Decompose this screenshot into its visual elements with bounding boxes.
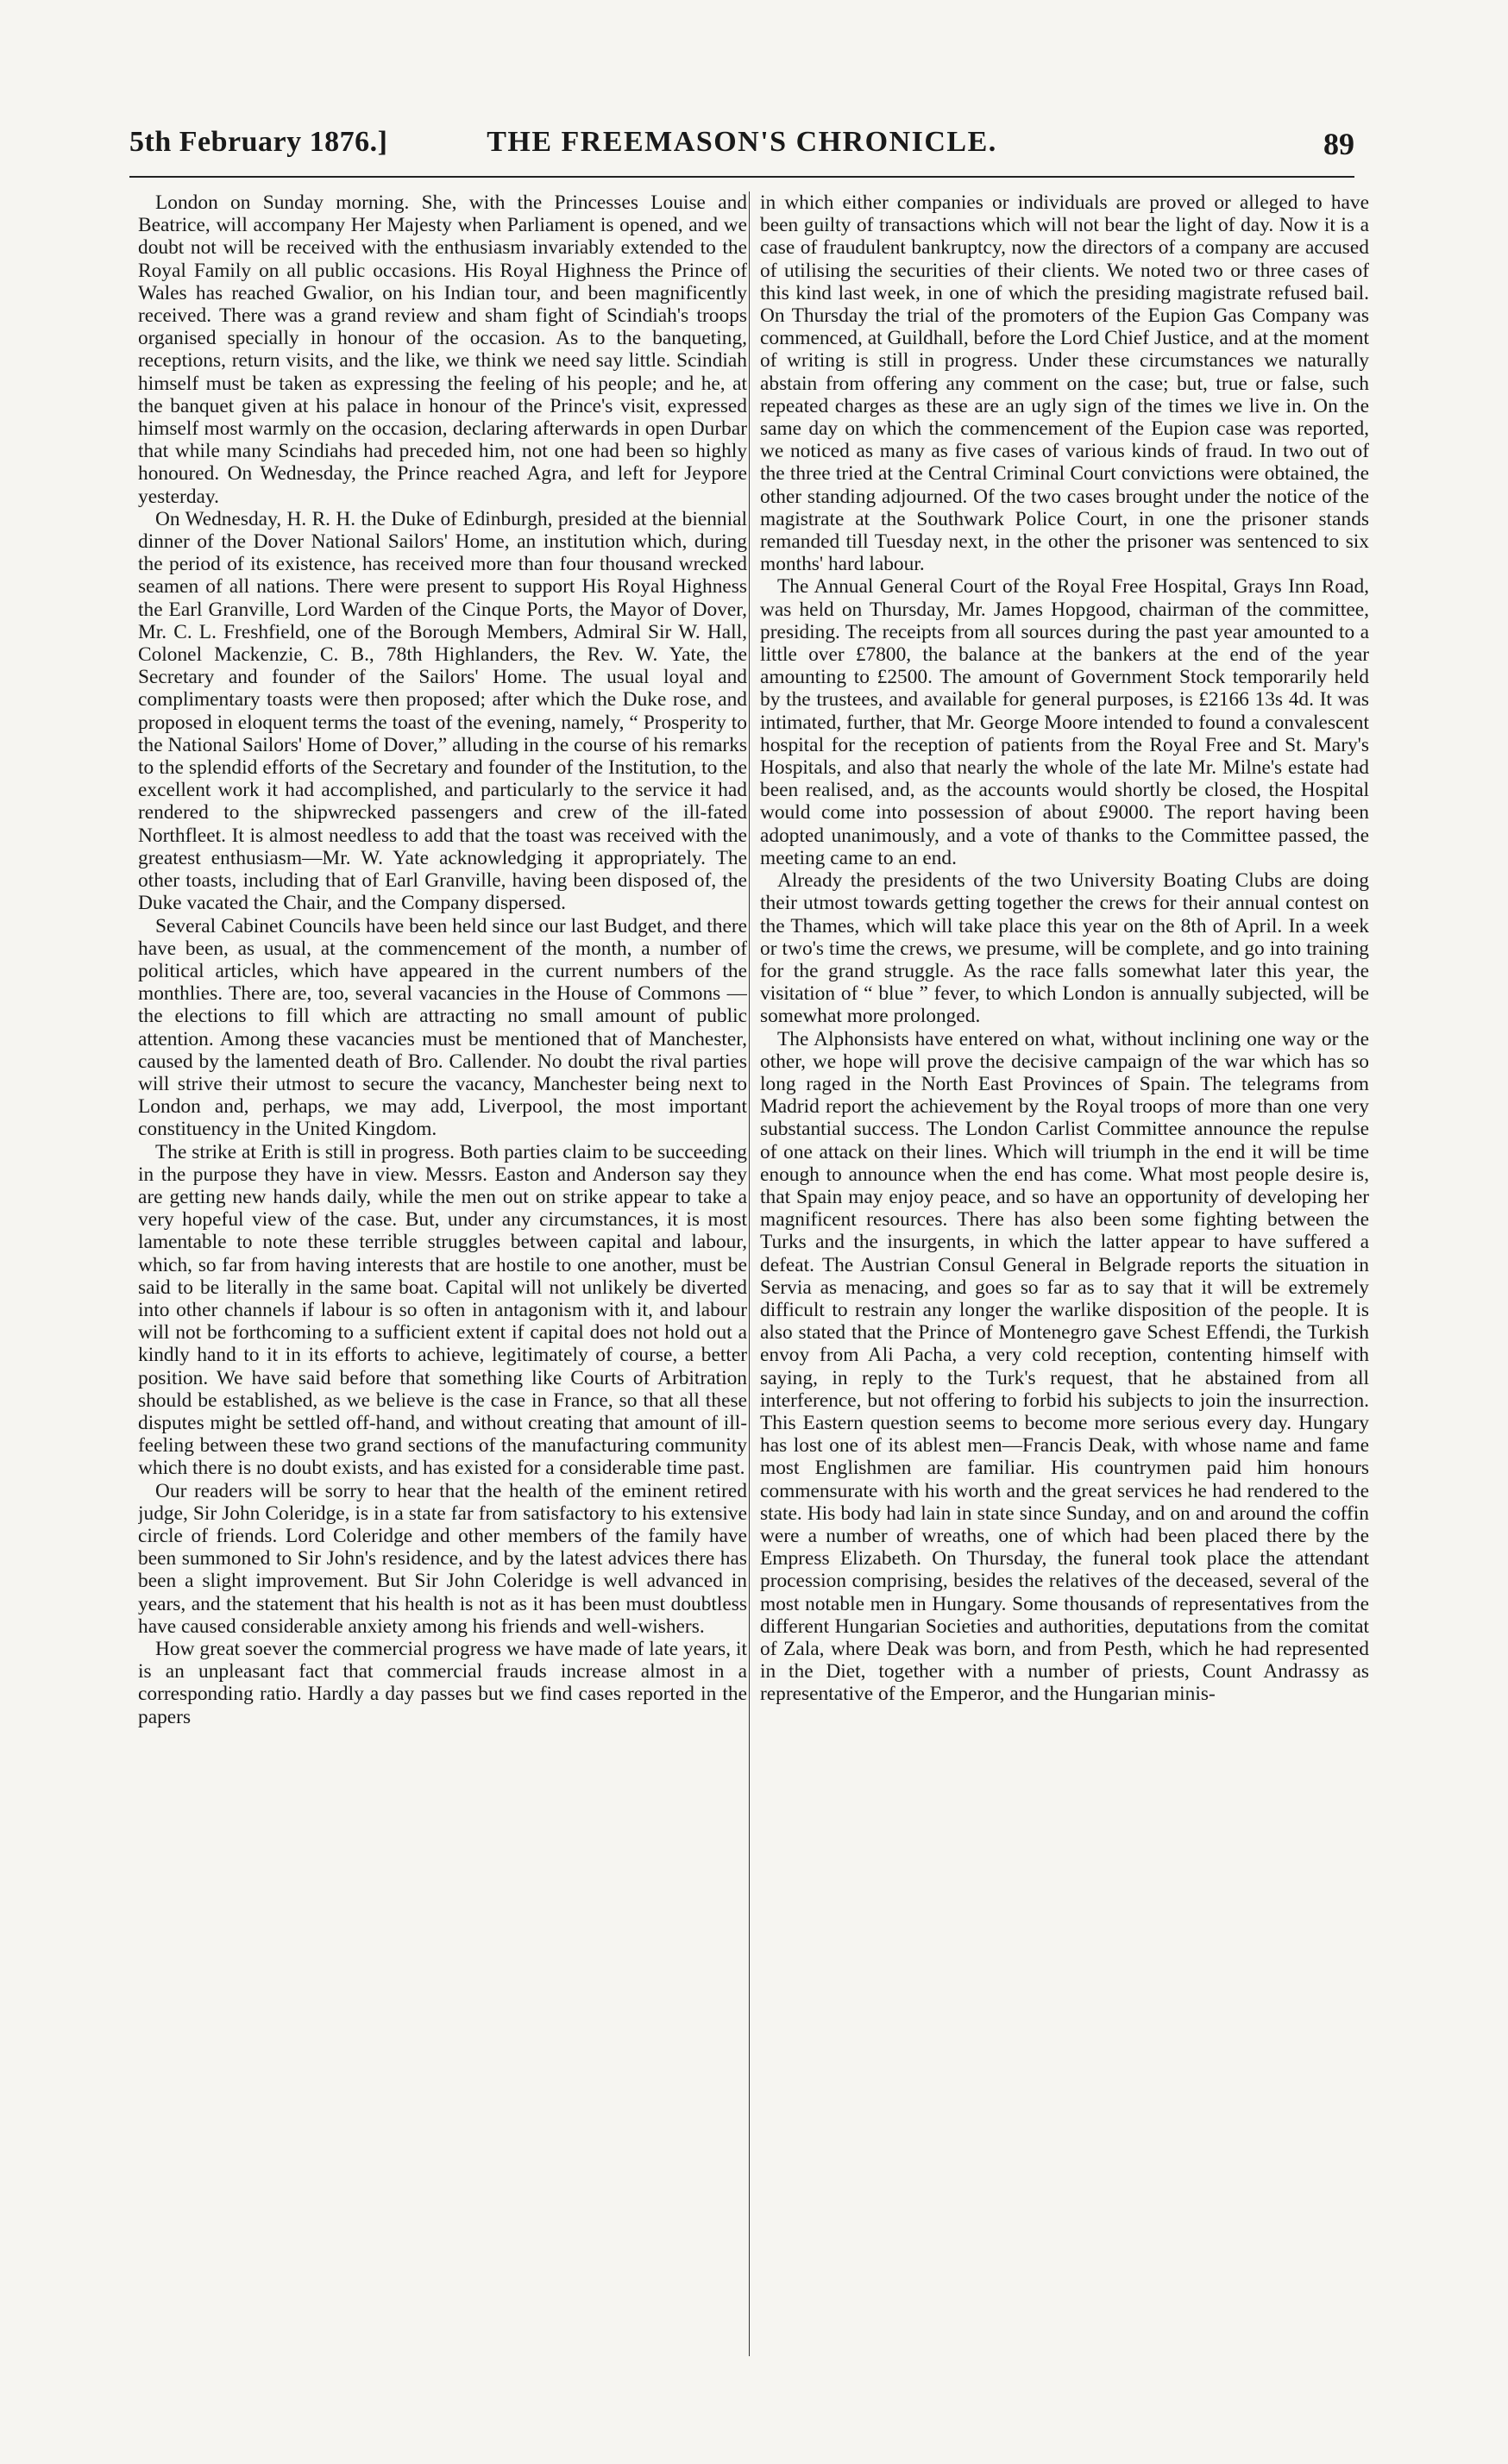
- article-paragraph: How great soever the commercial progress we have made of late years, it is an unpleasant fact that commercial frauds increase almost in a corresponding ratio. Hardly a day passes but we find cases reported in the papers: [138, 1638, 747, 1728]
- page-number: 89: [1323, 127, 1354, 161]
- article-paragraph: Several Cabinet Councils have been held since our last Budget, and there have been, as usual, at the commencement of the month, a number of political articles, which have appeared in the current numbers of the monthlies. There are, too, several vacancies in the House of Commons —the elections to fill which are attracting no small amount of public attention. Among these vacancies must be mentioned that of Manchester, caused by the lamented death of Bro. Callender. No doubt the rival parties will strive their utmost to secure the vacancy, Manchester being next to London and, perhaps, we may add, Liverpool, the most important constituency in the United Kingdom.: [138, 914, 747, 1141]
- article-paragraph: The Annual General Court of the Royal Free Hospital, Grays Inn Road, was held on Thursday, Mr. James Hopgood, chairman of the committee, presiding. The receipts from all sources during the past year amounted to a little over £7800, the balance at the bankers at the end of the year amounting to £2500. The amount of Government Stock temporarily held by the trustees, and available for general purposes, is £2166 13s 4d. It was intimated, further, that Mr. George Moore intended to found a convalescent hospital for the reception of patients from the Royal Free and St. Mary's Hospitals, and also that nearly the whole of the late Mr. Milne's estate had been realised, and, as the accounts would shortly be closed, the Hospital would come into possession of about £9000. The report having been adopted unanimously, and a vote of thanks to the Committee passed, the meeting came to an end.: [760, 575, 1369, 869]
- left-column: [138, 191, 747, 2382]
- article-paragraph: London on Sunday morning. She, with the Princesses Louise and Beatrice, will accompany Her Majesty when Parliament is opened, and we doubt not will be received with the enthusiasm invariably extended to the Royal Family on all public occasions. His Royal Highness the Prince of Wales has reached Gwalior, on his Indian tour, and been magnificently received. There was a grand review and sham fight of Scindiah's troops organised specially in honour of the occasion. As to the banqueting, receptions, return visits, and the like, we think we need say little. Scindiah himself must be taken as expressing the feeling of his people; and he, at the banquet given at his palace in honour of the Prince's visit, expressed himself most warmly on the occasion, declaring afterwards in open Durbar that while many Scindiahs had preceded him, not one had been so highly honoured. On Wednesday, the Prince reached Agra, and left for Jeypore yesterday.: [138, 191, 747, 508]
- masthead: [129, 121, 1354, 172]
- article-paragraph: The strike at Erith is still in progress. Both parties claim to be succeeding in the purpose they have in view. Messrs. Easton and Anderson say they are getting new hands daily, while the men out on strike appear to take a very hopeful view of the case. But, under any circumstances, it is most lamentable to note these terrible struggles between capital and labour, which, so far from having interests that are hostile to one another, must be said to be literally in the same boat. Capital will not unlikely be diverted into other channels if labour is so often in antagonism with it, and labour will not be forthcoming to a sufficient extent if capital does not hold out a kindly hand to it in its efforts to achieve, legitimately of course, a better position. We have said before that something like Courts of Arbitration should be established, as we believe is the case in France, so that all these disputes might be settled off-hand, and without creating that amount of ill-feeling between these two grand sections of the manufacturing community which there is no doubt exists, and has existed for a considerable time past.: [138, 1140, 747, 1480]
- article-paragraph: Our readers will be sorry to hear that the health of the eminent retired judge, Sir John Coleridge, is in a state far from satisfactory to his extensive circle of friends. Lord Coleridge and other members of the family have been summoned to Sir John's residence, and by the latest advices there has been a slight improvement. But Sir John Coleridge is well advanced in years, and the statement that his health is not as it has been must doubtless have caused considerable anxiety among his friends and well-wishers.: [138, 1479, 747, 1638]
- article-paragraph: in which either companies or individuals are proved or alleged to have been guilty of transactions which will not bear the light of day. Now it is a case of fraudulent bankruptcy, now the directors of a company are accused of utilising the securities of their clients. We noted two or three cases of this kind last week, in one of which the presiding magistrate refused bail. On Thursday the trial of the promoters of the Eupion Gas Company was commenced, at Guildhall, before the Lord Chief Justice, and at the moment of writing is still in progress. Under these circumstances we naturally abstain from offering any comment on the case; but, true or false, such repeated charges as these are an ugly sign of the times we live in. On the same day on which the commencement of the Eupion case was reported, we noticed as many as five cases of various kinds of fraud. In two out of the three tried at the Central Criminal Court convictions were obtained, the other standing adjourned. Of the two cases brought under the notice of the magistrate at the Southwark Police Court, in one the prisoner stands remanded till Tuesday next, in the other the prisoner was sentenced to six months' hard labour.: [760, 191, 1369, 576]
- article-paragraph: Already the presidents of the two University Boating Clubs are doing their utmost towards getting together the crews for their annual contest on the Thames, which will take place this year on the 8th of April. In a week or two's time the crews, we presume, will be complete, and go into training for the grand struggle. As the race falls somewhat later this year, the visitation of “ blue ” fever, to which London is annually subjected, will be somewhat more prolonged.: [760, 869, 1369, 1028]
- article-paragraph: On Wednesday, H. R. H. the Duke of Edinburgh, presided at the biennial dinner of the Dover National Sailors' Home, an institution which, during the period of its existence, has received more than four thousand wrecked seamen of all nations. There were present to support His Royal Highness the Earl Granville, Lord Warden of the Cinque Ports, the Mayor of Dover, Mr. C. L. Freshfield, one of the Borough Members, Admiral Sir W. Hall, Colonel Mackenzie, C. B., 78th Highlanders, the Rev. W. Yate, the Secretary and founder of the Sailors' Home. The usual loyal and complimentary toasts were then proposed; after which the Duke rose, and proposed in eloquent terms the toast of the evening, namely, “ Prosperity to the National Sailors' Home of Dover,” alluding in the course of his remarks to the splendid efforts of the Secretary and founder of the Institution, to the excellent work it had accomplished, and particularly to the service it had rendered to the shipwrecked passengers and crew of the ill-fated Northfleet. It is almost needless to add that the toast was received with the greatest enthusiasm—Mr. W. Yate acknowledging it appropriately. The other toasts, including that of Earl Granville, having been disposed of, the Duke vacated the Chair, and the Company dispersed.: [138, 507, 747, 915]
- issue-date: 5th February 1876.]: [129, 126, 388, 158]
- column-divider: [749, 191, 750, 2356]
- article-paragraph: The Alphonsists have entered on what, without inclining one way or the other, we hope will prove the decisive campaign of the war which has so long raged in the North East Provinces of Spain. The telegrams from Madrid report the achievement by the Royal troops of more than one very substantial success. The London Carlist Committee announce the repulse of one attack on their lines. Which will triumph in the end it will be time enough to announce when the end has come. What most people desire is, that Spain may enjoy peace, and so have an opportunity of developing her magnificent resources. There has also been some fighting between the Turks and the insurgents, in which the latter appear to have suffered a defeat. The Austrian Consul General in Belgrade reports the situation in Servia as menacing, and goes so far as to say that it will be extremely difficult to restrain any longer the warlike disposition of the people. It is also stated that the Prince of Montenegro gave Schest Effendi, the Turkish envoy from Ali Pacha, a very cold reception, contenting himself with saying, in reply to the Turk's request, that he abstained from all interference, but not offering to forbid his subjects to join the insurrection. This Eastern question seems to become more serious every day. Hungary has lost one of its ablest men—Francis Deak, with whose name and fame most Englishmen are familiar. His countrymen paid him honours commensurate with his worth and the great services he had rendered to the state. His body had lain in state since Sunday, and on and around the coffin were a number of wreaths, one of which had been placed there by the Empress Elizabeth. On Thursday, the funeral took place the attendant procession comprising, besides the relatives of the deceased, several of the most notable men in Hungary. Some thousands of representatives from the different Hungarian Societies and authorities, deputations from the comitat of Zala, where Deak was born, and from Pesth, which he had represented in the Diet, together with a number of priests, Count Andrassy as representative of the Emperor, and the Hungarian minis-: [760, 1027, 1369, 1706]
- right-column: [760, 191, 1369, 2382]
- publication-title: THE FREEMASON'S CHRONICLE.: [487, 126, 997, 158]
- header-rule: [129, 176, 1354, 178]
